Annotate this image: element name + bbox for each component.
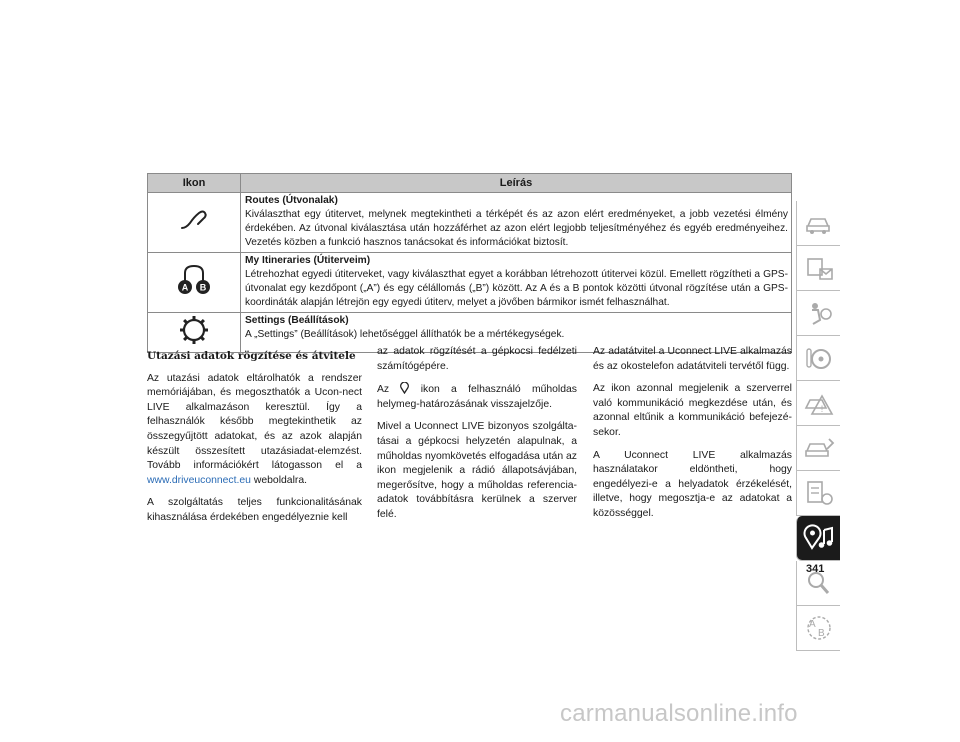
row-title: My Itineraries (Útiterveim) — [245, 255, 371, 266]
text-column-3 — [593, 345, 792, 530]
paragraph: A Uconnect LIVE alkalmazás használatakor eldöntheti, hogy engedélyezi-e a helyadatok érzékelését, illetve, hogy megosztja-e az adatokat a közösséggel. — [593, 449, 792, 519]
steering-wheel-icon — [802, 343, 836, 373]
watermark: carmanualsonline.info — [560, 700, 798, 727]
safety-airbag-icon — [802, 298, 836, 328]
driveuconnect-link[interactable]: www.driveuconnect.eu — [147, 474, 251, 486]
paragraph: az adatok rögzítését a gépkocsi fedélzeti számítógépére. — [377, 346, 577, 372]
paragraph: Az adatátvitel a Uconnect LIVE alkalmazás és az okostelefon adatátviteli tervétől függ. — [593, 346, 792, 372]
row-title: Routes (Útvonalak) — [245, 195, 338, 206]
text-column-2 — [377, 345, 577, 531]
paragraph: A szolgáltatás teljes funkcionalitásának kihasználása érdekében engedélyeznie kell — [147, 497, 362, 523]
tab-car-info[interactable] — [796, 201, 840, 246]
tab-multimedia[interactable] — [796, 516, 840, 561]
service-car-icon — [802, 433, 836, 463]
svg-text:!: ! — [820, 404, 823, 414]
paragraph: Az utazási adatok eltárolhatók a rendszer memóriájában, és megoszthatók a Ucon-nect LIVE alkalmazáson keresztül. Így a felhasználók később megtekinthetik az összegyűjtött adatokat, és az azok alapján készült összesített utazásiadat-elemzést. Tovább információkért látogasson el a www.driveuconnect.eu weboldalra. — [147, 372, 362, 486]
table-header-icon: Ikon — [148, 174, 241, 193]
routes-icon — [179, 208, 209, 232]
tab-warning-lights[interactable] — [796, 246, 840, 291]
page-number: 341 — [806, 563, 825, 575]
row-body: Létrehozhat egyedi útiterveket, vagy kiválaszthat egyet a korábban létrehozott útitervei közül. Emellett rögzítheti a GPS-útvonalat egy kezdőpont („A”) és egy célállomás („B”) között. Az A és a B pontok közötti útvonal rögzítése után a GPS-koordináták alapján létrejön egy egyedi útiterv, melyet a jövőben bármikor ismét felhasználhat. — [245, 269, 788, 308]
paragraph: Az ikon a felhasználó műholdas helymeg-határozásának visszajelzője. — [377, 384, 577, 410]
itineraries-icon — [174, 263, 214, 297]
row-title: Settings (Beállítások) — [245, 315, 349, 326]
tab-languages[interactable] — [796, 606, 840, 651]
warning-lights-icon — [802, 253, 836, 283]
tab-service[interactable] — [796, 426, 840, 471]
specifications-icon — [802, 478, 836, 508]
paragraph: Az ikon azonnal megjelenik a szerverrel való kommunikáció megkezdése után, és azonnal eltűnik a kommunikáció befejezé-sekor. — [593, 383, 792, 438]
svg-text:B: B — [817, 628, 825, 639]
point-b-label: B — [199, 282, 207, 293]
icon-description-table — [147, 173, 792, 353]
text-column-1 — [147, 349, 362, 534]
chapter-tabs — [796, 201, 840, 651]
table-header-description: Leírás — [241, 174, 792, 193]
svg-text:A: A — [808, 619, 816, 630]
language-index-icon — [802, 613, 836, 643]
paragraph: Mivel a Uconnect LIVE bizonyos szolgálta-tásai a gépkocsi helyzetén alapulnak, a műholdas nyomkövetés elfogadása után az ikon megjelenik a rádió állapotsávjában, megerősítve, hogy a műholdas referencia-adatok továbbításra kerülnek a szerver felé. — [377, 421, 577, 520]
emergency-crash-icon — [802, 388, 836, 418]
multimedia-icon — [802, 522, 836, 554]
settings-gear-icon — [178, 314, 210, 346]
section-title: Utazási adatok rögzítése és átvitele — [147, 350, 356, 362]
row-body: Kiválaszthat egy útitervet, melynek megtekintheti a térképét és az azon elért eredményeket, a jobb vezetési élmény érdekében. Az útvonal kiválasztása után hozzáférhet az azon elért legjobb teljesítményéhez és egyéb eredményeihez. Vezetés közben a funkció hasznos tanácsokat és információkat biztosít. — [245, 209, 788, 248]
tab-safety[interactable] — [796, 291, 840, 336]
table-row — [148, 193, 792, 253]
table-row — [148, 253, 792, 313]
row-body: A „Settings” (Beállítások) lehetőséggel állíthatók be a mértékegységek. — [245, 329, 565, 340]
car-info-icon — [802, 208, 836, 238]
tab-emergency[interactable] — [796, 381, 840, 426]
point-a-label: A — [181, 282, 189, 293]
tab-driving[interactable] — [796, 336, 840, 381]
location-pin-icon — [400, 382, 409, 394]
tab-specifications[interactable] — [796, 471, 840, 516]
